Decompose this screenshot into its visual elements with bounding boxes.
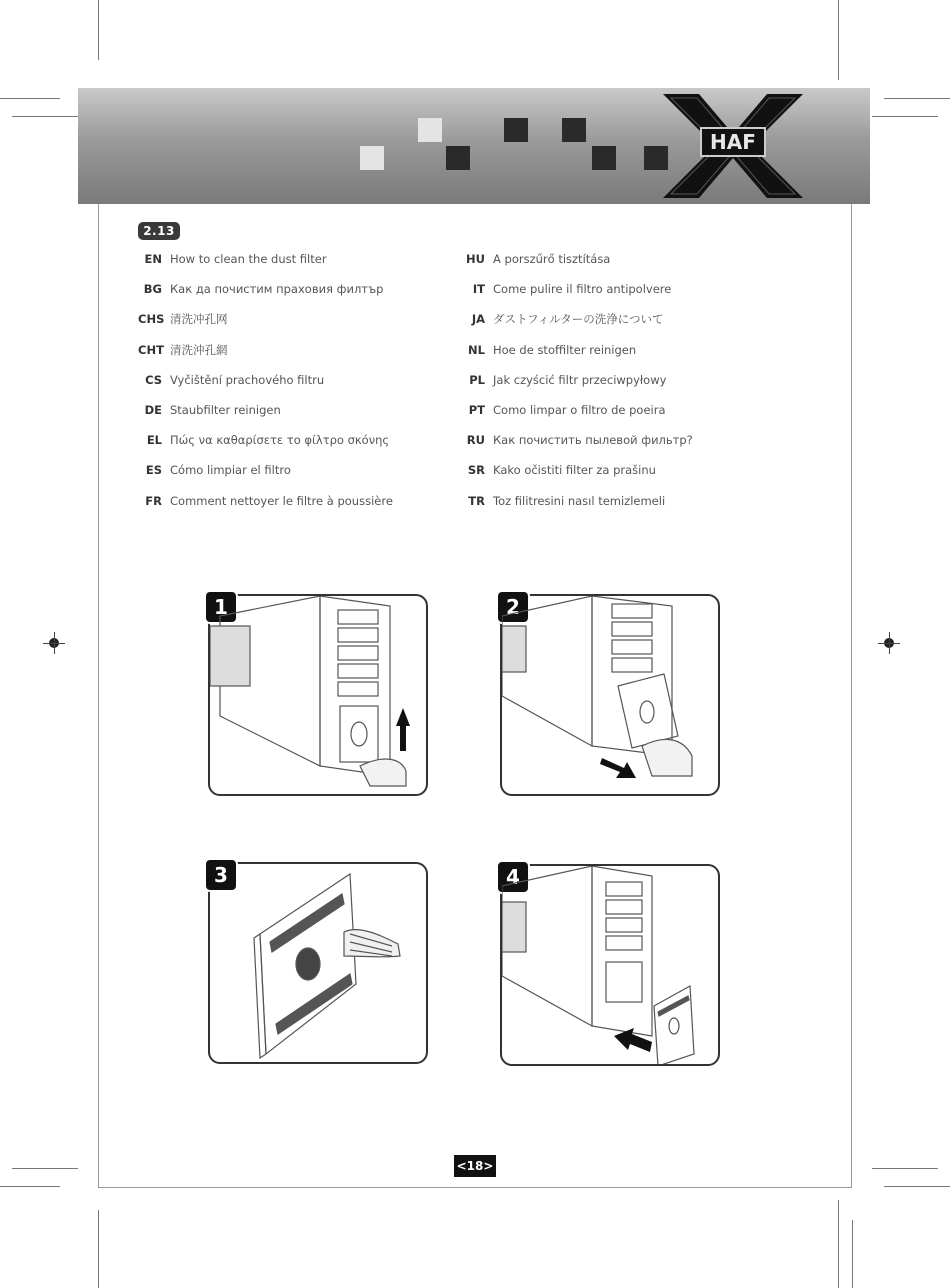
step-number: 1 — [204, 590, 238, 624]
language-text: Como limpar o filtro de poeira — [493, 403, 666, 417]
crop-mark — [852, 1220, 853, 1288]
haf-x-logo — [663, 94, 803, 198]
language-row — [461, 341, 761, 359]
language-row — [138, 401, 438, 419]
language-row — [138, 371, 438, 389]
language-row — [461, 401, 761, 419]
language-row — [138, 250, 438, 268]
registration-mark — [889, 632, 890, 654]
language-row — [138, 492, 438, 510]
language-text: Hoe de stoffilter reinigen — [493, 342, 637, 357]
step-2-illustration — [500, 594, 720, 796]
banner-square — [360, 146, 384, 170]
language-code: EN — [144, 252, 162, 266]
language-text: Toz filitresini nasıl temizlemeli — [493, 493, 666, 508]
crop-mark — [12, 116, 78, 117]
language-code: PL — [469, 372, 485, 387]
banner-square — [562, 118, 586, 142]
language-code: CS — [145, 372, 162, 387]
step-number: 2 — [496, 590, 530, 624]
language-text: 清洗沖孔網 — [170, 342, 228, 357]
language-row — [461, 492, 761, 510]
language-code: FR — [145, 493, 162, 508]
crop-mark — [12, 1168, 78, 1169]
language-text: ダストフィルターの洗浄について — [493, 312, 664, 327]
crop-mark — [872, 116, 938, 117]
language-code: CHT — [138, 342, 164, 357]
step-number: 3 — [204, 858, 238, 892]
language-row — [138, 341, 438, 359]
crop-mark — [872, 1168, 938, 1169]
language-text: A porszűrő tisztítása — [493, 252, 611, 266]
header-banner — [78, 88, 870, 204]
crop-mark — [884, 1186, 950, 1187]
language-text: Jak czyścić filtr przeciwpyłowy — [493, 372, 667, 387]
language-row — [461, 250, 761, 268]
step-number: 4 — [496, 860, 530, 894]
language-code: BG — [143, 282, 162, 297]
language-text: Comment nettoyer le filtre à poussière — [170, 493, 393, 508]
language-code: PT — [468, 403, 485, 417]
language-code: CHS — [138, 312, 165, 327]
page-number: <18> — [454, 1155, 496, 1177]
banner-square — [592, 146, 616, 170]
step-4-illustration — [500, 864, 720, 1066]
language-row — [461, 310, 761, 328]
language-code: JA — [471, 312, 485, 327]
language-row — [461, 461, 761, 479]
crop-mark — [838, 0, 839, 80]
step-3-illustration — [208, 862, 428, 1064]
language-text: 清洗冲孔网 — [170, 312, 228, 327]
language-text: Staubfilter reinigen — [170, 403, 281, 417]
language-text: Cómo limpiar el filtro — [170, 463, 291, 478]
banner-square — [446, 146, 470, 170]
language-code: EL — [146, 433, 162, 448]
banner-square — [418, 118, 442, 142]
language-row — [138, 431, 438, 449]
language-code: DE — [144, 403, 162, 417]
section-number-badge: 2.13 — [138, 222, 180, 240]
crop-mark — [0, 1186, 60, 1187]
crop-mark — [98, 0, 99, 60]
language-text: How to clean the dust filter — [170, 252, 327, 266]
language-row — [461, 280, 761, 298]
language-text: Как да почистим праховия филтър — [170, 282, 384, 297]
crop-mark — [884, 98, 950, 99]
language-code: NL — [468, 342, 485, 357]
language-text: Come pulire il filtro antipolvere — [493, 282, 672, 297]
crop-mark — [0, 98, 60, 99]
language-code: TR — [468, 493, 485, 508]
language-text: Как почистить пылевой фильтр? — [493, 433, 693, 448]
language-text: Πώς να καθαρίσετε το φίλτρο σκόνης — [170, 433, 390, 448]
crop-mark — [838, 1200, 839, 1288]
language-code: IT — [472, 282, 485, 297]
language-row — [461, 371, 761, 389]
language-row — [138, 280, 438, 298]
language-code: SR — [467, 463, 485, 478]
language-row — [461, 431, 761, 449]
banner-square — [504, 118, 528, 142]
language-code: ES — [145, 463, 162, 478]
language-text: Vyčištění prachového filtru — [170, 372, 325, 387]
language-code: HU — [466, 252, 485, 266]
logo-text: HAF — [710, 130, 756, 154]
language-row — [138, 461, 438, 479]
language-row — [138, 310, 438, 328]
registration-mark — [54, 632, 55, 654]
language-code: RU — [466, 433, 485, 448]
step-1-illustration — [208, 594, 428, 796]
language-text: Kako očistiti filter za prašinu — [493, 463, 656, 478]
crop-mark — [98, 1210, 99, 1288]
